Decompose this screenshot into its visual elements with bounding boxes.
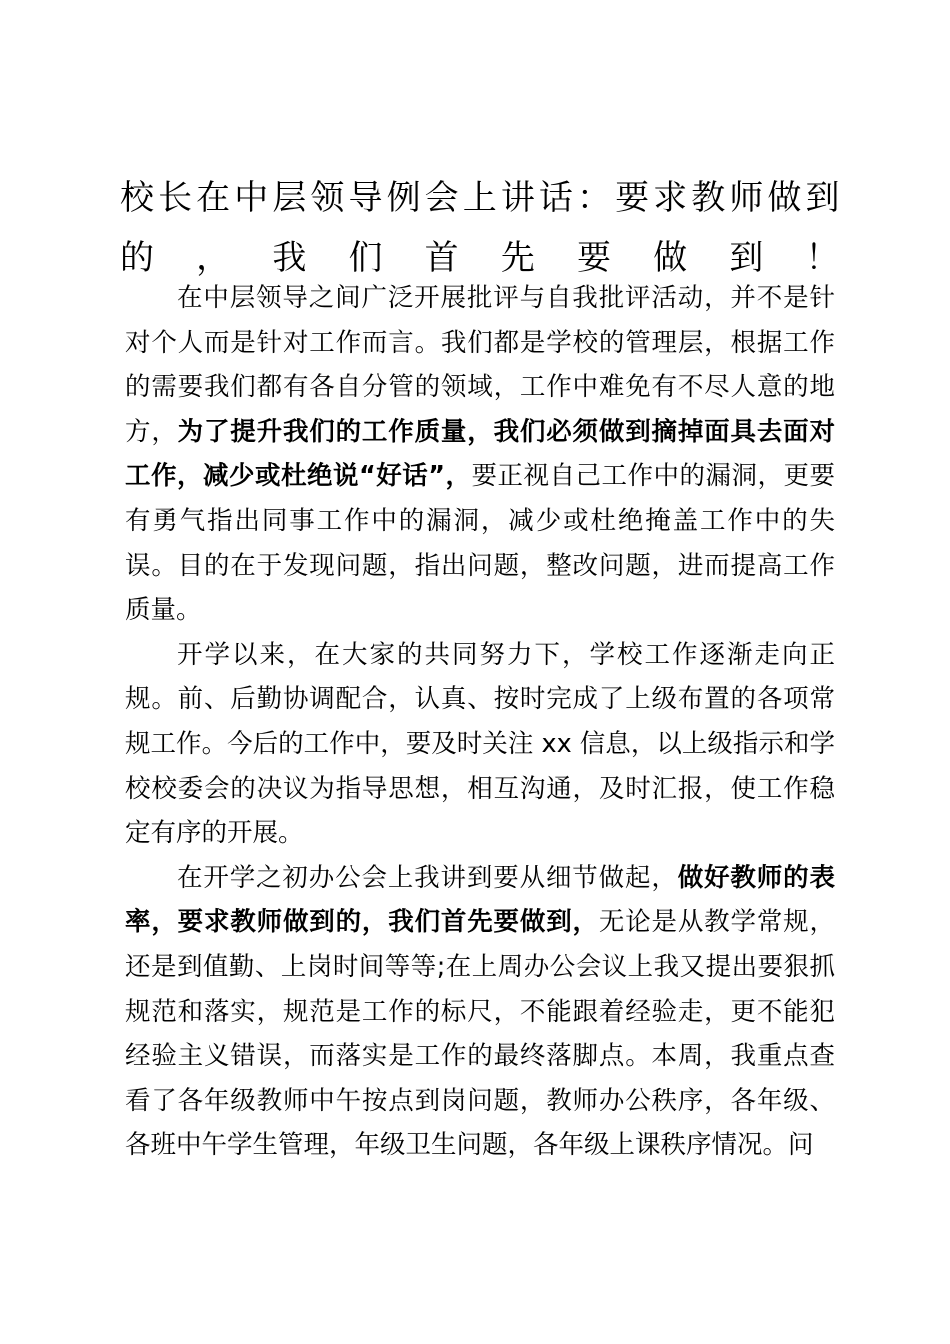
paragraph-line bbox=[125, 1123, 835, 1168]
bold-text: 为了提升我们的工作质量，我们必须做到摘掉面具去面对 bbox=[177, 416, 835, 447]
paragraph-line bbox=[125, 454, 835, 499]
paragraph-line bbox=[125, 767, 835, 812]
text-run: 在开学之初办公会上我讲到要从细节做起， bbox=[177, 862, 678, 893]
paragraph-line bbox=[125, 365, 835, 410]
text-run: 的需要我们都有各自分管的领域，工作中难免有不尽人意的地 bbox=[125, 372, 835, 403]
text-run: 误。目的在于发现问题，指出问题，整改问题，进而提高工作 bbox=[125, 550, 835, 581]
paragraph-line bbox=[125, 321, 835, 366]
paragraph-line bbox=[125, 633, 835, 678]
text-run: 各班中午学生管理，年级卫生问题，各年级上课秩序情况。问 bbox=[125, 1130, 814, 1161]
text-run: 开学以来，在大家的共同努力下，学校工作逐渐走向正 bbox=[177, 639, 835, 670]
text-run: 在中层领导之间广泛开展批评与自我批评活动，并不是针 bbox=[177, 283, 835, 313]
text-run: 还是到值勤、上岗时间等等;在上周办公会议上我又提出要狠抓 bbox=[125, 951, 835, 982]
document-body bbox=[125, 276, 835, 1168]
paragraph bbox=[125, 276, 835, 633]
text-run: 规工作。今后的工作中，要及时关注 xx 信息，以上级指示和学 bbox=[125, 728, 835, 759]
paragraph bbox=[125, 856, 835, 1168]
paragraph-line bbox=[125, 945, 835, 990]
paragraph-line bbox=[125, 900, 835, 945]
paragraph-line bbox=[125, 856, 835, 901]
paragraph-line bbox=[125, 588, 835, 633]
paragraph-line bbox=[125, 499, 835, 544]
text-run: 定有序的开展。 bbox=[125, 818, 304, 849]
text-run: 规。前、后勤协调配合，认真、按时完成了上级布置的各项常 bbox=[125, 684, 835, 715]
document-title bbox=[120, 168, 840, 288]
bold-text: 做好教师的表 bbox=[677, 862, 835, 893]
text-run: 无论是从教学常规， bbox=[598, 907, 835, 938]
paragraph bbox=[125, 633, 835, 856]
text-run: 看了各年级教师中午按点到岗问题，教师办公秩序，各年级、 bbox=[125, 1085, 835, 1116]
title-line-2: 的，我们首先要做到！ bbox=[120, 238, 840, 278]
text-run: 要正视自己工作中的漏洞，更要 bbox=[471, 461, 835, 492]
paragraph-line bbox=[125, 811, 835, 856]
text-run: 有勇气指出同事工作中的漏洞，减少或杜绝掩盖工作中的失 bbox=[125, 505, 835, 536]
text-run: 质量。 bbox=[125, 595, 202, 626]
paragraph-line bbox=[125, 677, 835, 722]
paragraph-line bbox=[125, 544, 835, 589]
bold-text: 率，要求教师做到的，我们首先要做到， bbox=[125, 907, 599, 938]
text-run: 方， bbox=[125, 416, 178, 447]
paragraph-line bbox=[125, 722, 835, 767]
paragraph-line bbox=[125, 1034, 835, 1079]
paragraph-line bbox=[125, 1079, 835, 1124]
text-run: 对个人而是针对工作而言。我们都是学校的管理层，根据工作 bbox=[125, 327, 835, 358]
text-run: 校校委会的决议为指导思想，相互沟通，及时汇报，使工作稳 bbox=[125, 773, 835, 804]
text-run: 规范和落实，规范是工作的标尺，不能跟着经验走，更不能犯 bbox=[125, 996, 835, 1027]
paragraph-line bbox=[125, 276, 835, 321]
paragraph-line bbox=[125, 990, 835, 1035]
text-run: 经验主义错误，而落实是工作的最终落脚点。本周，我重点查 bbox=[125, 1041, 835, 1072]
title-line-1: 校长在中层领导例会上讲话：要求教师做到 bbox=[120, 178, 840, 218]
bold-text: 工作，减少或杜绝说“好话”， bbox=[125, 461, 472, 492]
paragraph-line bbox=[125, 410, 835, 455]
